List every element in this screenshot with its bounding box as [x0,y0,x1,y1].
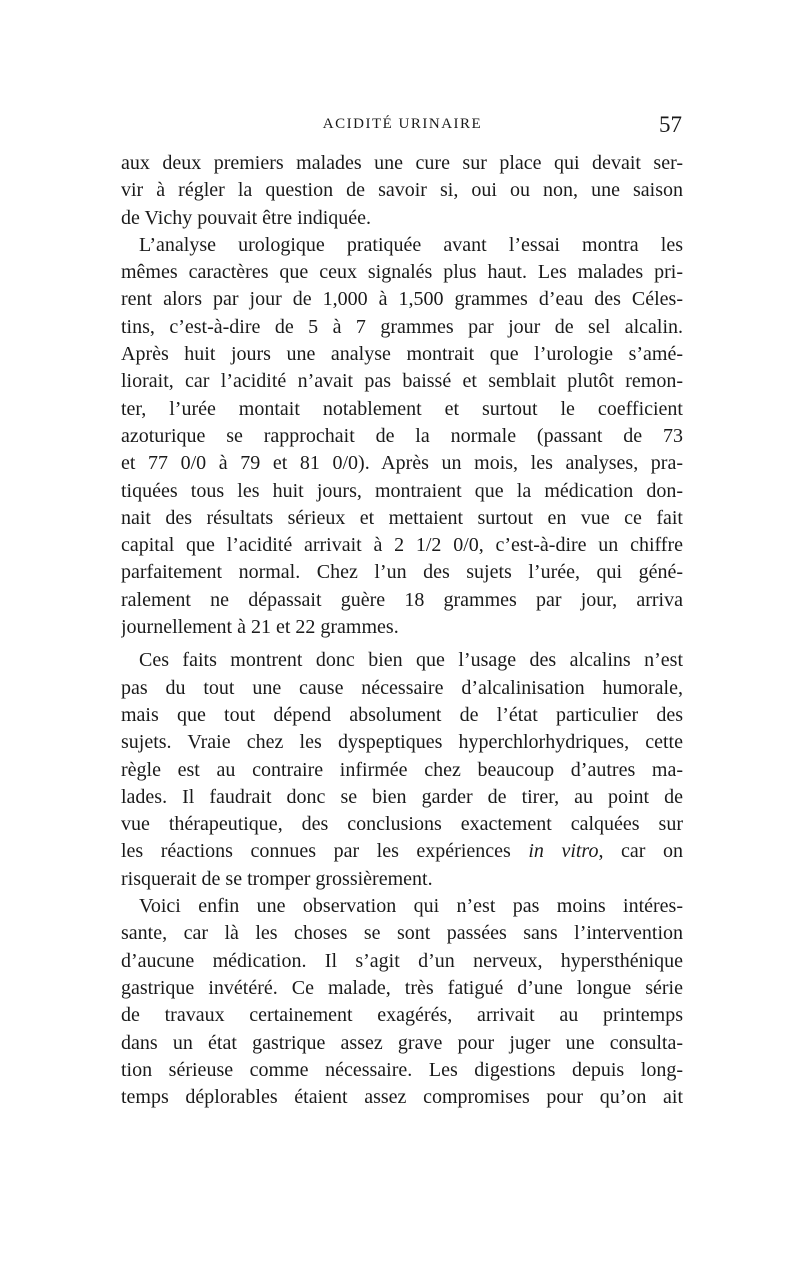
paragraph-2-line: tins, c’est-à-dire de 5 à 7 grammes par jour de sel alcalin. [121,315,683,338]
paragraph-4-line: de travaux certainement exagérés, arrivait au printemps [121,1004,683,1027]
paragraph-2-line: Après huit jours une analyse montrait que l’urologie s’amé- [121,343,683,366]
paragraph-4-line: sante, car là les choses se sont passées sans l’intervention [121,922,683,945]
paragraph-3-line: pas du tout une cause nécessaire d’alcalinisation humorale, [121,676,683,699]
paragraph-3-line: lades. Il faudrait donc se bien garder de tirer, au point de [121,785,683,808]
paragraph-3-line-with-italic [121,838,683,865]
paragraph-2-line: nait des résultats sérieux et mettaient surtout en vue ce fait [121,506,683,529]
paragraph-2-line: ralement ne dépassait guère 18 grammes par jour, arriva [121,588,683,611]
line-text: , car on [598,840,683,863]
paragraph-4-line: d’aucune médication. Il s’agit d’un nerveux, hypersthénique [121,949,683,972]
paragraph-4-line: Voici enfin une observation qui n’est pas moins intéres- [139,895,683,918]
paragraph-3-line: mais que tout dépend absolument de l’état particulier des [121,703,683,726]
paragraph-2-line: journellement à 21 et 22 grammes. [121,616,399,639]
running-title: ACIDITÉ URINAIRE [322,116,483,132]
paragraph-2-line: parfaitement normal. Chez l’un des sujets l’urée, qui géné- [121,561,683,584]
paragraph-3-line: risquerait de se tromper grossièrement. [121,867,433,890]
body-text [121,150,683,1111]
paragraph-2-line: capital que l’acidité arrivait à 2 1/2 0/0, c’est-à-dire un chiffre [121,534,683,557]
paragraph-3-line: vue thérapeutique, des conclusions exactement calquées sur [121,813,683,836]
paragraph-3-line: sujets. Vraie chez les dyspeptiques hyperchlorhydriques, cette [121,731,683,754]
running-header [120,112,685,142]
paragraph-4-line: dans un état gastrique assez grave pour juger une consulta- [121,1031,683,1054]
paragraph-3-line: règle est au contraire infirmée chez beaucoup d’autres ma- [121,758,683,781]
paragraph-1-line: aux deux premiers malades une cure sur place qui devait ser- [121,152,683,174]
paragraph-2-line: azoturique se rapprochait de la normale (passant de 73 [121,424,683,447]
paragraph-4-line: gastrique invétéré. Ce malade, très fatigué d’une longue série [121,976,683,999]
paragraph-3-line: Ces faits montrent donc bien que l’usage des alcalins n’est [139,649,683,672]
paragraph-4-line: temps déplorables étaient assez compromises pour qu’on ait [121,1086,683,1109]
paragraph-2-line: ter, l’urée montait notablement et surtout le coefficient [121,397,683,420]
paragraph-2-line: liorait, car l’acidité n’avait pas baissé et semblait plutôt remon- [121,370,683,393]
paragraph-2-line: rent alors par jour de 1,000 à 1,500 grammes d’eau des Céles- [121,288,683,311]
paragraph-1-line: de Vichy pouvait être indiquée. [121,206,372,229]
paragraph-2-line: tiquées tous les huit jours, montraient que la médication don- [121,479,683,502]
paragraph-2-line: mêmes caractères que ceux signalés plus haut. Les malades pri- [121,261,683,284]
line-text: les réactions connues par les expériences [121,840,529,863]
italic-phrase: in vitro [528,840,599,863]
paragraph-1-line: vir à régler la question de savoir si, oui ou non, une saison [121,179,683,202]
paragraph-4-line: tion sérieuse comme nécessaire. Les digestions depuis long- [121,1058,683,1081]
page-number: 57 [659,112,682,137]
paragraph-2-line: et 77 0/0 à 79 et 81 0/0). Après un mois, les analyses, pra- [121,452,683,475]
paragraph-2-line: L’analyse urologique pratiquée avant l’essai montra les [139,233,683,256]
